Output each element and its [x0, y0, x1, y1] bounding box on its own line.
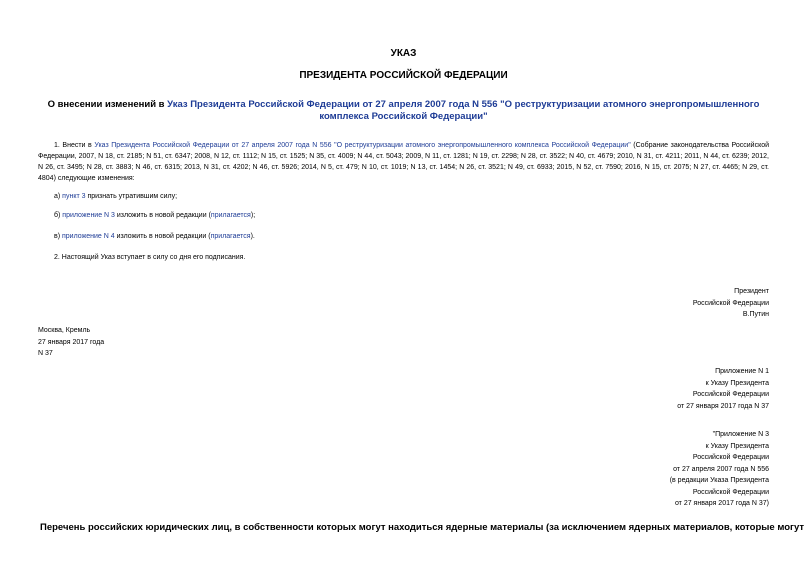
- appendix-1-block: [677, 366, 769, 412]
- item-b-link[interactable]: приложение N 3: [62, 212, 115, 219]
- paragraph-1-prefix: 1. Внести в: [54, 142, 95, 149]
- heading-prefix: О внесении изменений в: [47, 99, 168, 110]
- item-a-link[interactable]: пункт 3: [62, 193, 86, 200]
- signature-country: Российской Федерации: [692, 299, 769, 307]
- list-heading: Перечень российских юридических лиц, в собственности которых могут находиться ядерные материалы (за исключением ядерных материалов, которые могут: [40, 522, 805, 533]
- item-b-suffix: );: [250, 212, 256, 219]
- appendix-3-line2: к Указу Президента: [705, 442, 769, 450]
- place-date-block: [38, 325, 104, 360]
- appendix-1-title: Приложение N 1: [715, 368, 769, 375]
- item-a: [54, 192, 177, 202]
- paragraph-2: 2. Настоящий Указ вступает в силу со дня его подписания.: [54, 254, 246, 261]
- appendix-3-line7: от 27 января 2017 года N 37): [674, 500, 769, 507]
- item-a-suffix: признать утратившим силу;: [85, 193, 178, 200]
- paragraph-1-suffix: (Собрание законодательства Российской Федерации, 2007, N 18, ст. 2185; N 51, ст. 6347; 2008, N 12, ст. 1112; N 15, ст. 1525; N 35, ст. 4009; N 44, ст. 5043; 2009, N 11, ст. 1281; N 19, ст. 2298; N 28, ст. 3522; N 40, ст. 4679; 2010, N 31, ст. 4211; 2011, N 44, ст. 6239; 2012, N 26, ст. 3495; N 28, ст. 3883; N 46, ст. 6315; 2013, N 31, ст. 4202; N 46, ст. 5926; 2014, N 5, ст. 479; N 10, ст. 1019; N 13, ст. 1454; N 26, ст. 3521; N 49, ст. 6933; 2015, N 52, ст. 7590; 2016, N 15, ст. 2075; N 27, ст. 4465; N 29, ст. 4804) следующие изменения:: [38, 142, 770, 182]
- paragraph-1: [38, 140, 769, 184]
- document-heading: [40, 99, 767, 123]
- item-c-attached-link[interactable]: прилагается: [210, 233, 251, 240]
- appendix-3-line3: Российской Федерации: [692, 454, 769, 461]
- item-c-suffix: ).: [250, 233, 255, 240]
- paragraph-1-decree-link[interactable]: Указ Президента Российской Федерации от 27 апреля 2007 года N 556 "О реструктуризации атомного энергопромышленного комплекса Российской Федерации": [94, 142, 631, 149]
- item-a-prefix: а): [54, 193, 63, 200]
- heading-decree-link[interactable]: Указ Президента Российской Федерации от 27 апреля 2007 года N 556 "О реструктуризации атомного энергопромышленного комплекса Российской Федерации": [167, 99, 760, 122]
- appendix-1-line3: Российской Федерации: [692, 391, 769, 398]
- appendix-3-line4: от 27 апреля 2007 года N 556: [673, 465, 769, 473]
- item-b-attached-link[interactable]: прилагается: [210, 212, 251, 219]
- document-title: УКАЗ: [390, 48, 417, 59]
- appendix-3-title: "Приложение N 3: [712, 431, 769, 438]
- appendix-3-line6: Российской Федерации: [692, 488, 769, 496]
- item-c: [54, 232, 255, 242]
- item-b-prefix: б): [54, 212, 63, 219]
- appendix-1-line4: от 27 января 2017 года N 37: [677, 402, 769, 410]
- item-b: [54, 211, 255, 221]
- signature-block: [693, 286, 769, 321]
- item-c-mid: изложить в новой редакции (: [114, 233, 211, 240]
- place: Москва, Кремль: [38, 327, 91, 334]
- appendix-1-line2: к Указу Президента: [705, 379, 769, 387]
- item-c-link[interactable]: приложение N 4: [62, 233, 115, 240]
- item-b-mid: изложить в новой редакции (: [114, 212, 211, 219]
- date: 27 января 2017 года: [38, 338, 105, 346]
- document-subtitle: ПРЕЗИДЕНТА РОССИЙСКОЙ ФЕДЕРАЦИИ: [299, 70, 508, 81]
- appendix-3-block: [670, 429, 769, 510]
- signature-position: Президент: [734, 288, 769, 295]
- signature-name: В.Путин: [742, 311, 769, 318]
- appendix-3-line5: (в редакции Указа Президента: [669, 477, 769, 484]
- item-c-prefix: в): [54, 233, 62, 240]
- decree-number: N 37: [38, 350, 53, 357]
